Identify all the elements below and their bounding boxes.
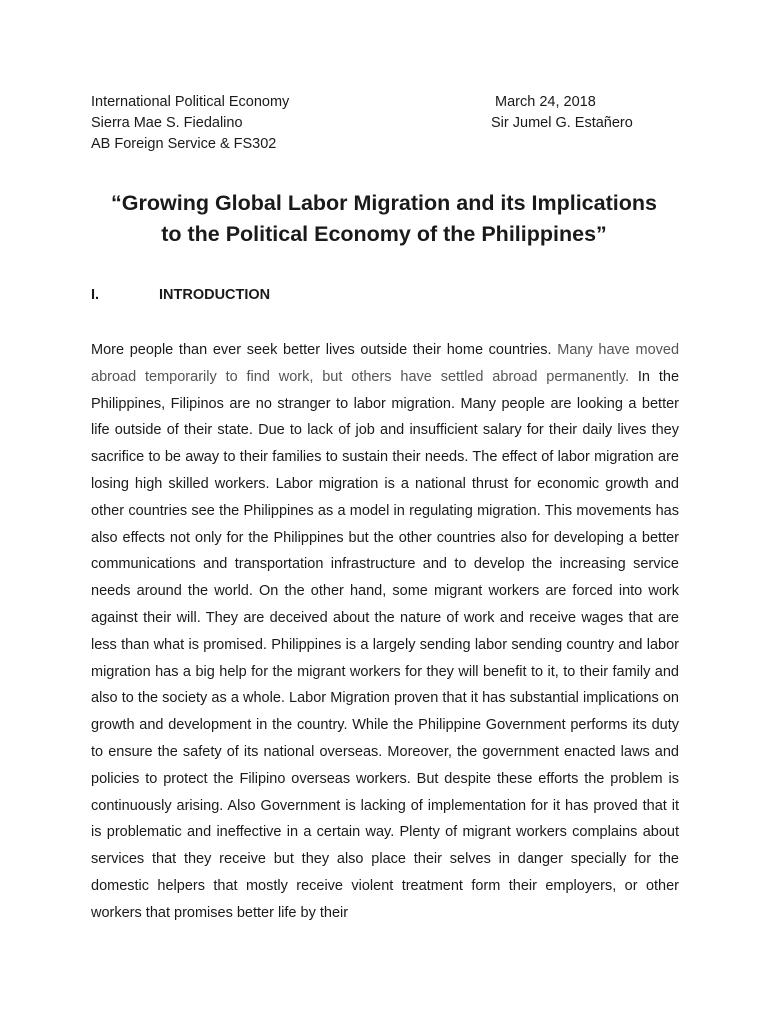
section-heading — [91, 287, 270, 303]
paragraph-text — [91, 337, 679, 927]
course-name: International Political Economy — [91, 94, 290, 110]
instructor-name: Sir Jumel G. Estañero — [491, 115, 633, 131]
paragraph-quote: Many have moved abroad temporarily to find work, but others have settled abroad permanently. — [91, 342, 680, 385]
submission-date: March 24, 2018 — [495, 94, 596, 110]
paragraph-rest: In the Philippines, Filipinos are no stranger to labor migration. Many people are looking a better life outside of their state. Due to lack of job and insufficient salary for their daily lives they sacrifice to be away to their families to sustain their needs. The effect of labor migration are losing high skilled workers. Labor migration is a national thrust for economic growth and other countries see the Philippines as a model in regulating migration. This movements has also effects not only for the Philippines but the other countries also for developing a better communications and transportation infrastructure and to develop the increasing service needs around the world. On the other hand, some migrant workers are forced into work against their will. They are deceived about the nature of work and receive wages that are less than what is promised. Philippines is a largely sending labor sending country and labor migration has a big help for the migrant workers for they will benefit to it, to their family and also to the society as a whole. Labor Migration proven that it has substantial implications on growth and development in the country. While the Philippine Government performs its duty to ensure the safety of its national overseas. Moreover, the government enacted laws and policies to protect the Filipino overseas workers. But despite these efforts the problem is continuously arising. Also Government is lacking of implementation for it has proved that it is problematic and ineffective in a certain way. Plenty of migrant workers complains about services that they receive but they also place their selves in danger specially for the domestic helpers that mostly receive violent treatment form their employers, or other workers that promises better life by their — [91, 368, 680, 921]
paragraph-lead: More people than ever seek better lives outside their home countries. — [91, 342, 552, 358]
document-header — [91, 92, 691, 155]
header-row-1 — [91, 92, 691, 113]
section-number: I. — [91, 287, 100, 303]
program-name: AB Foreign Service & FS302 — [91, 136, 277, 152]
header-row-2 — [91, 113, 691, 134]
student-name: Sierra Mae S. Fiedalino — [91, 115, 243, 131]
section-title: INTRODUCTION — [159, 287, 271, 303]
essay-title — [60, 188, 708, 250]
title-line-1: “Growing Global Labor Migration and its Implications — [111, 191, 657, 215]
title-line-2: to the Political Economy of the Philippines” — [161, 222, 607, 246]
body-paragraph — [91, 337, 679, 927]
header-row-3 — [91, 134, 691, 155]
